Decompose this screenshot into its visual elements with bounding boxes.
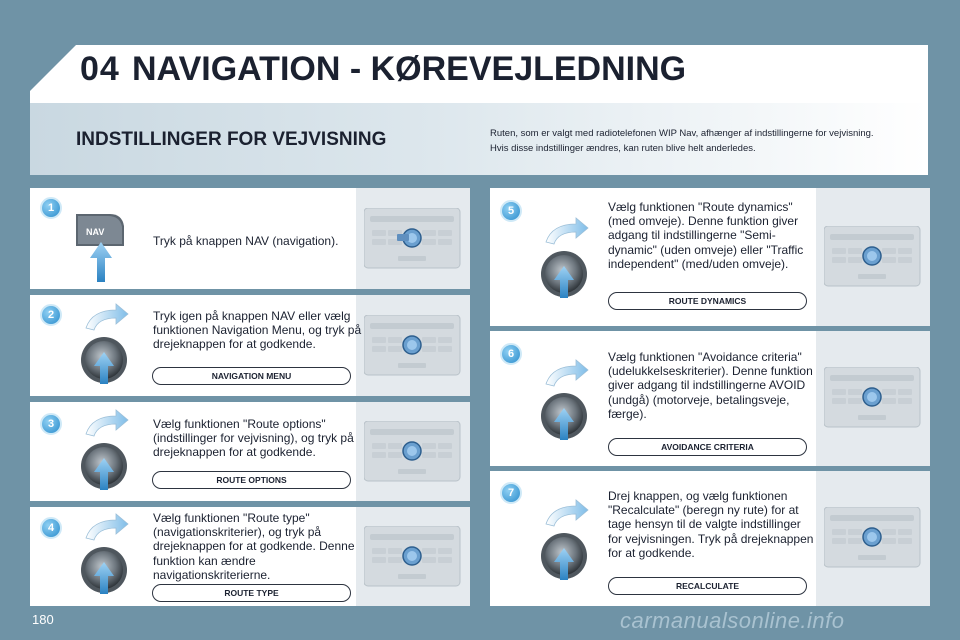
console-thumbnail [356,188,470,289]
step-badge-5: 5 [500,200,522,222]
radio-console-icon [364,315,462,377]
menu-label-route-options: ROUTE OPTIONS [152,471,351,489]
step-text-6: Vælg funktionen "Avoidance criteria" (udelukkelseskriterier). Denne funktion giver adgang til indstillingerne AVOID (undgå) (motorveje, betalingsveje, færge). [608,350,813,421]
step-badge-4: 4 [40,517,62,539]
radio-console-icon [824,507,922,569]
section-title: INDSTILLINGER FOR VEJVISNING [76,129,387,150]
step-text-7: Drej knappen, og vælg funktionen "Recalculate" (beregn ny rute) for at tage hensyn til de valgte indstillinger for vejvisningen. Tryk på drejeknappen for at godkende. [608,489,814,560]
rotary-knob-icon [72,300,136,390]
step-text-4: Vælg funktionen "Route type" (navigationskriterier), og tryk på drejeknappen for at godkende. Denne funktion kan ændre navigationskriterierne. [153,511,355,582]
intro-text [490,126,910,156]
rotary-knob-icon [72,510,136,600]
step-badge-1: 1 [40,197,62,219]
nav-button-icon [70,206,140,286]
rotary-knob-icon [532,356,596,446]
console-thumbnail [356,507,470,606]
rotary-knob-icon [72,406,136,496]
header-corner-cut [30,45,76,91]
step-text-5: Vælg funktionen "Route dynamics" (med omveje). Denne funktion giver adgang til indstillingerne "Semi-dynamic" (uden omveje) eller "Traffic independent" (med/uden omveje). [608,200,804,271]
menu-label-avoidance-criteria: AVOIDANCE CRITERIA [608,438,807,456]
step-badge-2: 2 [40,304,62,326]
console-thumbnail [816,188,930,326]
menu-label-route-dynamics: ROUTE DYNAMICS [608,292,807,310]
radio-console-icon [364,526,462,588]
intro-line-2: Hvis disse indstillinger ændres, kan ruten blive helt anderledes. [490,143,756,154]
radio-console-icon [364,421,462,483]
radio-console-icon [824,226,922,288]
console-thumbnail [816,331,930,466]
step-badge-7: 7 [500,482,522,504]
menu-label-navigation-menu: NAVIGATION MENU [152,367,351,385]
nav-button-caption: NAV [86,227,105,237]
step-badge-6: 6 [500,343,522,365]
console-thumbnail [356,295,470,396]
rotary-knob-icon [532,496,596,586]
step-text-2: Tryk igen på knappen NAV eller vælg funktionen Navigation Menu, og tryk på drejeknappen for at godkende. [153,309,362,352]
radio-console-icon [824,367,922,429]
step-text-3: Vælg funktionen "Route options" (indstillinger for vejvisning), og tryk på drejeknappen for at godkende. [153,417,354,460]
console-thumbnail [356,402,470,501]
menu-label-recalculate: RECALCULATE [608,577,807,595]
step-badge-3: 3 [40,413,62,435]
intro-line-1: Ruten, som er valgt med radiotelefonen WIP Nav, afhænger af indstillingerne for vejvisning. [490,128,874,139]
chapter-number: 04 [80,50,120,88]
step-text-1: Tryk på knappen NAV (navigation). [153,234,339,248]
console-thumbnail [816,471,930,606]
page-number: 180 [32,612,54,627]
rotary-knob-icon [532,214,596,304]
radio-console-icon [364,208,462,270]
menu-label-route-type: ROUTE TYPE [152,584,351,602]
chapter-title: NAVIGATION - KØREVEJLEDNING [132,50,687,88]
watermark-text: carmanualsonline.info [620,608,845,633]
